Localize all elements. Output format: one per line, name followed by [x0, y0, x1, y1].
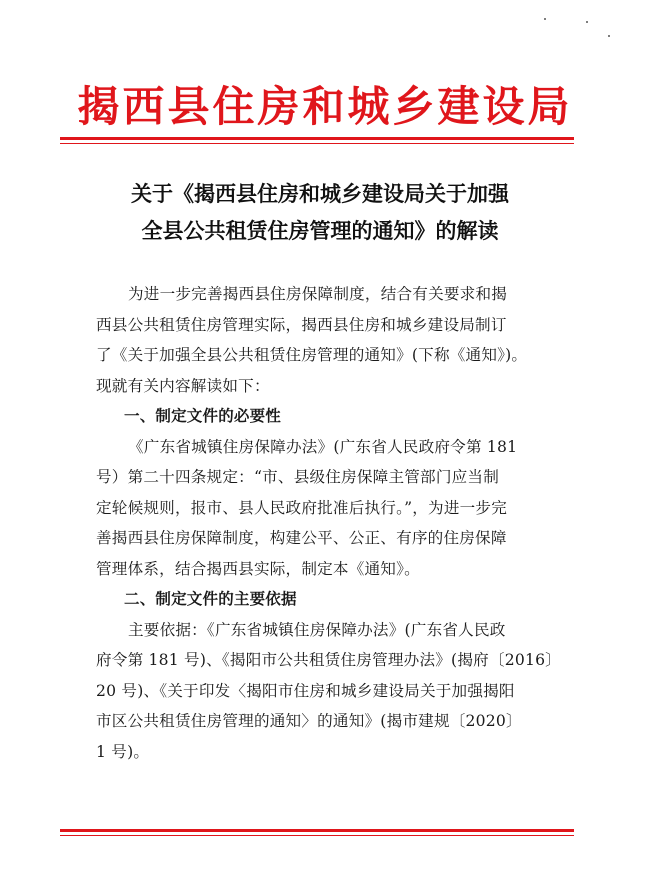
masthead-rule-thin — [60, 143, 574, 144]
intro-line: 了《关于加强全县公共租赁住房管理的通知》(下称《通知》)。 — [96, 346, 528, 364]
section-heading-basis: 二、制定文件的主要依据 — [124, 590, 297, 608]
section-2-line: 20 号)、《关于印发〈揭阳市住房和城乡建设局关于加强揭阳 — [96, 681, 515, 700]
intro-line: 为进一步完善揭西县住房保障制度，结合有关要求和揭 — [128, 285, 508, 303]
section-1-line: 定轮候规则，报市、县人民政府批准后执行。”，为进一步完 — [96, 498, 508, 517]
intro-line: 西县公共租赁住房管理实际，揭西县住房和城乡建设局制订 — [96, 315, 507, 334]
section-heading-necessity: 一、制定文件的必要性 — [124, 407, 282, 425]
org-masthead: 揭西县住房和城乡建设局 — [77, 82, 573, 131]
footer-rule-thin — [60, 835, 574, 836]
section-1-line: 善揭西县住房保障制度，构建公平、公正、有序的住房保障 — [96, 529, 507, 547]
section-1-line: 《广东省城镇住房保障办法》(广东省人民政府令第 181 — [128, 437, 518, 456]
document-body — [96, 279, 561, 767]
masthead-rule-thick — [60, 137, 574, 140]
scan-speck — [544, 18, 546, 20]
scan-speck — [586, 21, 588, 23]
section-1-line: 号）第二十四条规定：“市、县级住房保障主管部门应当制 — [96, 468, 500, 486]
section-2-line: 主要依据：《广东省城镇住房保障办法》(广东省人民政 — [128, 620, 506, 639]
section-2-line: 府令第 181 号)、《揭阳市公共租赁住房管理办法》(揭府〔2016〕 — [96, 651, 561, 669]
footer-rule-thick — [60, 829, 574, 832]
section-2-line: 市区公共租赁住房管理的通知〉的通知》(揭市建规〔2020〕 — [96, 712, 522, 730]
scan-speck — [608, 35, 610, 37]
section-1-line: 管理体系，结合揭西县实际，制定本《通知》。 — [96, 559, 420, 578]
title-line-2: 全县公共租赁住房管理的通知》的解读 — [141, 219, 499, 243]
title-line-1: 关于《揭西县住房和城乡建设局关于加强 — [131, 182, 509, 206]
intro-line: 现就有关内容解读如下： — [96, 376, 270, 395]
document-title — [50, 176, 590, 250]
section-2-line: 1 号)。 — [96, 742, 150, 761]
